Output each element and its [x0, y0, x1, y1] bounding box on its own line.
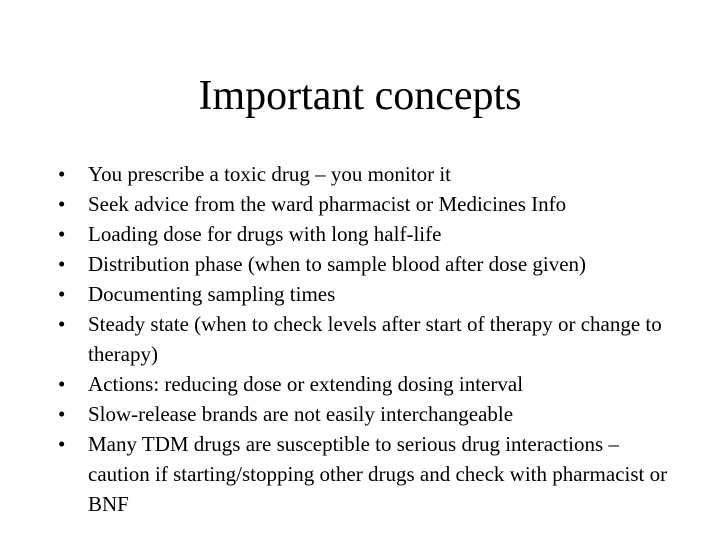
bullet-text: Many TDM drugs are susceptible to serious drug interactions – caution if starting/stopping other drugs and check with pharmacist or BNF — [88, 432, 668, 516]
bullet-item — [58, 429, 678, 519]
bullet-marker: • — [58, 432, 66, 456]
bullet-text: Slow-release brands are not easily interchangeable — [88, 402, 514, 426]
bullet-list — [58, 159, 678, 519]
bullet-text: Documenting sampling times — [88, 282, 336, 306]
bullet-text: You prescribe a toxic drug – you monitor it — [88, 162, 451, 186]
bullet-marker: • — [58, 162, 66, 186]
bullet-marker: • — [58, 222, 66, 246]
bullet-item — [58, 399, 678, 429]
bullet-marker: • — [58, 252, 66, 276]
bullet-item — [58, 369, 678, 399]
bullet-marker: • — [58, 282, 66, 306]
bullet-item — [58, 159, 678, 189]
bullet-text: Seek advice from the ward pharmacist or Medicines Info — [88, 192, 567, 216]
bullet-text: Loading dose for drugs with long half-life — [88, 222, 442, 246]
bullet-marker: • — [58, 402, 66, 426]
bullet-item — [58, 279, 678, 309]
bullet-text: Distribution phase (when to sample blood after dose given) — [88, 252, 587, 276]
bullet-marker: • — [58, 192, 66, 216]
bullet-item — [58, 189, 678, 219]
bullet-text: Steady state (when to check levels after start of therapy or change to therapy) — [88, 312, 662, 366]
bullet-item — [58, 249, 678, 279]
bullet-marker: • — [58, 312, 66, 336]
bullet-item — [58, 219, 678, 249]
bullet-item — [58, 309, 678, 369]
bullet-text: Actions: reducing dose or extending dosing interval — [88, 372, 524, 396]
bullet-marker: • — [58, 372, 66, 396]
slide-title: Important concepts — [198, 73, 522, 119]
